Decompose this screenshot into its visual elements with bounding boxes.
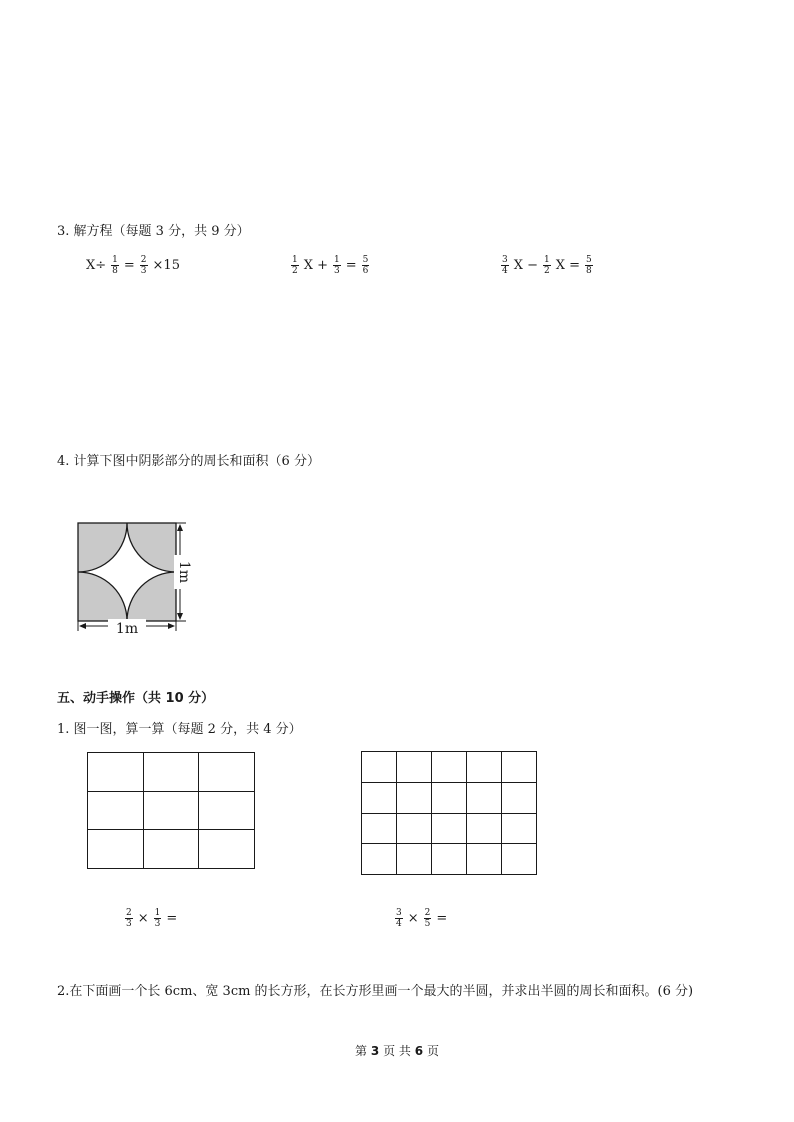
equation-3 [500,255,594,276]
footer-mid1: 页 [383,1044,396,1058]
arrowhead [168,623,175,629]
expression-2 [394,908,447,929]
q3-heading: 3. 解方程（每题 3 分，共 9 分） [57,224,250,239]
arrowhead [177,613,183,620]
arrowhead [177,524,183,531]
footer-mid2: 共 [398,1044,411,1058]
fraction: $\frac{2}{3}$ [140,255,147,276]
footer-post: 页 [426,1044,439,1058]
arrowhead [79,623,86,629]
times-sign: × [407,911,419,926]
equals-sign: = [166,911,178,926]
eq1-tail: ×15 [152,258,180,273]
equation-1 [86,255,180,276]
section-5-q2-text: 2.在下面画一个长 6cm、宽 3cm 的长方形，在长方形里画一个最大的半圆，并求出半圆的周长和面积。(6 分) [57,984,694,999]
fraction: $\frac{5}{6}$ [362,255,369,276]
eq3-x-eq: X = [555,258,581,273]
section-5-q1-heading: 1. 图一图，算一算（每题 2 分，共 4 分） [57,722,302,737]
footer-total-pages: 6 [414,1044,424,1058]
times-sign: × [137,911,149,926]
fraction: $\frac{5}{8}$ [586,255,592,276]
page-footer [0,1042,794,1059]
eq3-x-minus: X − [513,258,539,273]
expression-1 [124,908,177,929]
fraction: $\frac{1}{8}$ [112,255,118,276]
section-5-title: 五、动手操作（共 10 分） [57,691,215,706]
q4-heading: 4. 计算下图中阴影部分的周长和面积（6 分） [57,454,320,469]
right-length-label: 1m [176,560,192,584]
equals-sign: = [345,258,357,273]
equation-2 [290,255,370,276]
eq2-x-plus: X + [303,258,329,273]
fraction: $\frac{1}{2}$ [292,255,298,276]
footer-page-number: 3 [370,1044,380,1058]
fraction: $\frac{1}{3}$ [334,255,340,276]
eq1-x-div: X÷ [86,258,107,273]
grid-4x5 [361,751,537,875]
fraction: $\frac{1}{2}$ [544,255,550,276]
shaded-square-figure [70,515,200,640]
grid-3x3 [87,752,255,869]
fraction: $\frac{3}{4}$ [396,908,402,929]
equals-sign: = [123,258,135,273]
fraction: $\frac{1}{3}$ [154,908,161,929]
footer-pre: 第 [355,1044,368,1058]
fraction: $\frac{3}{4}$ [502,255,508,276]
equals-sign: = [436,911,448,926]
fraction: $\frac{2}{3}$ [126,908,132,929]
fraction: $\frac{2}{5}$ [424,908,431,929]
bottom-length-label: 1m [115,621,139,637]
